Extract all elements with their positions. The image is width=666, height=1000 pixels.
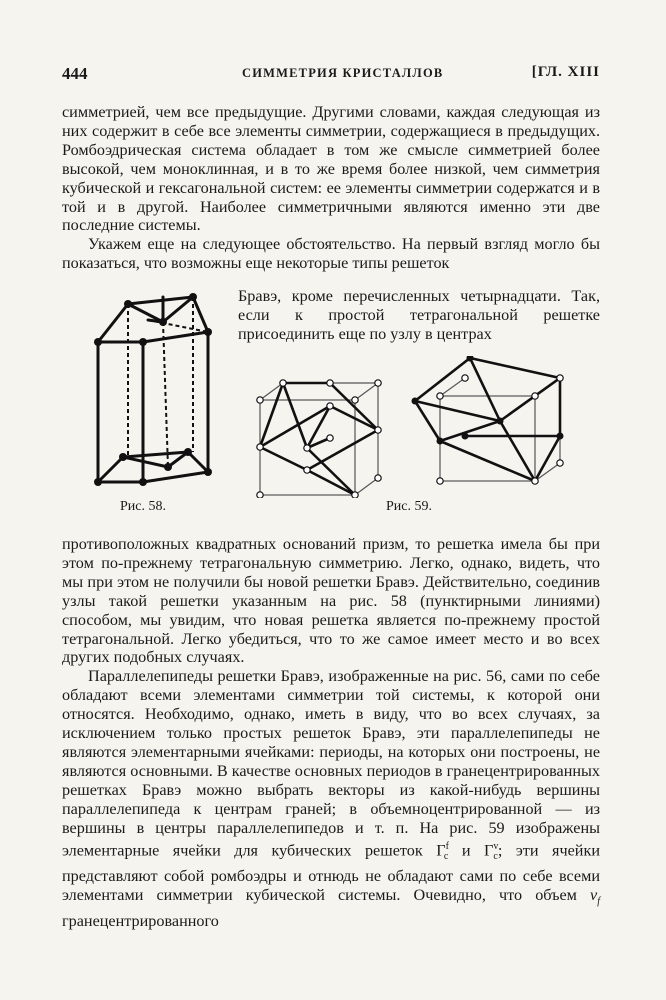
volume-variable: v	[590, 885, 598, 904]
gamma-v-subscript: c	[493, 851, 498, 863]
paragraph-2-end: противоположных квадратных оснований призм, то решетка имела бы при этом по-прежнему тетрагональную симметрию. Легко, однако, видеть, что мы при этом не получили бы новой решетки Бравэ. Действительно, соединив узлы такой решетки указанным на рис. 58 (пунктирными линиями) способом, мы увидим, что новая решетка является по-прежнему простой тетрагональной. Легко убедиться, что то же самое имеет место и во всех других подобных случаях.	[62, 535, 600, 667]
running-title: СИММЕТРИЯ КРИСТАЛЛОВ	[242, 66, 444, 80]
volume-variable-subscript: f	[597, 896, 600, 908]
figure-59-left	[255, 378, 385, 498]
gamma-v-superscript: v	[493, 840, 499, 852]
page-header	[62, 64, 600, 88]
figure-58-caption: Рис. 58.	[120, 499, 166, 514]
paragraph-3-part2: ; эти ячейки представляют собой ромбоэдры и отнюдь не обладают сами по себе всеми элементами симметрии кубической системы. Очевидно, что объем	[62, 840, 600, 904]
text-block-bottom	[62, 535, 600, 931]
text-block-top	[62, 103, 600, 273]
paragraph-3-part3: гранецентрированного	[62, 912, 219, 931]
paragraph-3-and: и Γ	[448, 840, 494, 859]
figure-59-caption: Рис. 59.	[386, 499, 432, 514]
figure-58	[88, 292, 228, 492]
figure-59-right	[410, 356, 570, 486]
paragraph-3	[62, 667, 600, 931]
paragraph-2-side: Бравэ, кроме перечисленных четырнадцати. Так, если к простой тетрагональной решетке присоединить еще по узлу в центрах	[238, 287, 600, 343]
gamma-f-superscript: f	[445, 840, 449, 852]
paragraph-1: симметрией, чем все предыдущие. Другими словами, каждая следующая из них содержит в себе все элементы симметрии, содержащиеся в предыдущих. Ромбоэдрическая система обладает в том же смысле симметрией более высокой, чем моноклинная, и в то же время более низкой, чем симметрия кубической и гексагональной систем: ее элементы симметрии содержатся и в той и в другой. Наиболее симметричными являются именно эти две последние системы.	[62, 103, 600, 235]
paragraph-2-start: Укажем еще на следующее обстоятельство. На первый взгляд могло бы показаться, что возможны еще некоторые типы решеток	[62, 235, 600, 273]
gamma-f-subscript: c	[443, 851, 449, 863]
paragraph-3-part1: Параллелепипеды решетки Бравэ, изображенные на рис. 56, сами по себе обладают всеми элементами симметрии той системы, к которой они относятся. Необходимо, однако, иметь в виду, что во всех случаях, за исключением только простых решеток Бравэ, эти параллелепипеды не являются элементарными ячейками: периоды, на которых они построены, не являются основными. В качестве основных периодов в гранецентрированных решетках Бравэ можно выбрать векторы из какой-нибудь вершины параллелепипеда к центрам граней; в объемноцентрированной — из вершины в центры параллелепипедов и т. п. На рис. 59 изображены элементарные ячейки для кубических решеток Γ	[62, 667, 600, 859]
chapter-label: [ГЛ. XIII	[531, 64, 600, 80]
page-number: 444	[62, 64, 88, 83]
